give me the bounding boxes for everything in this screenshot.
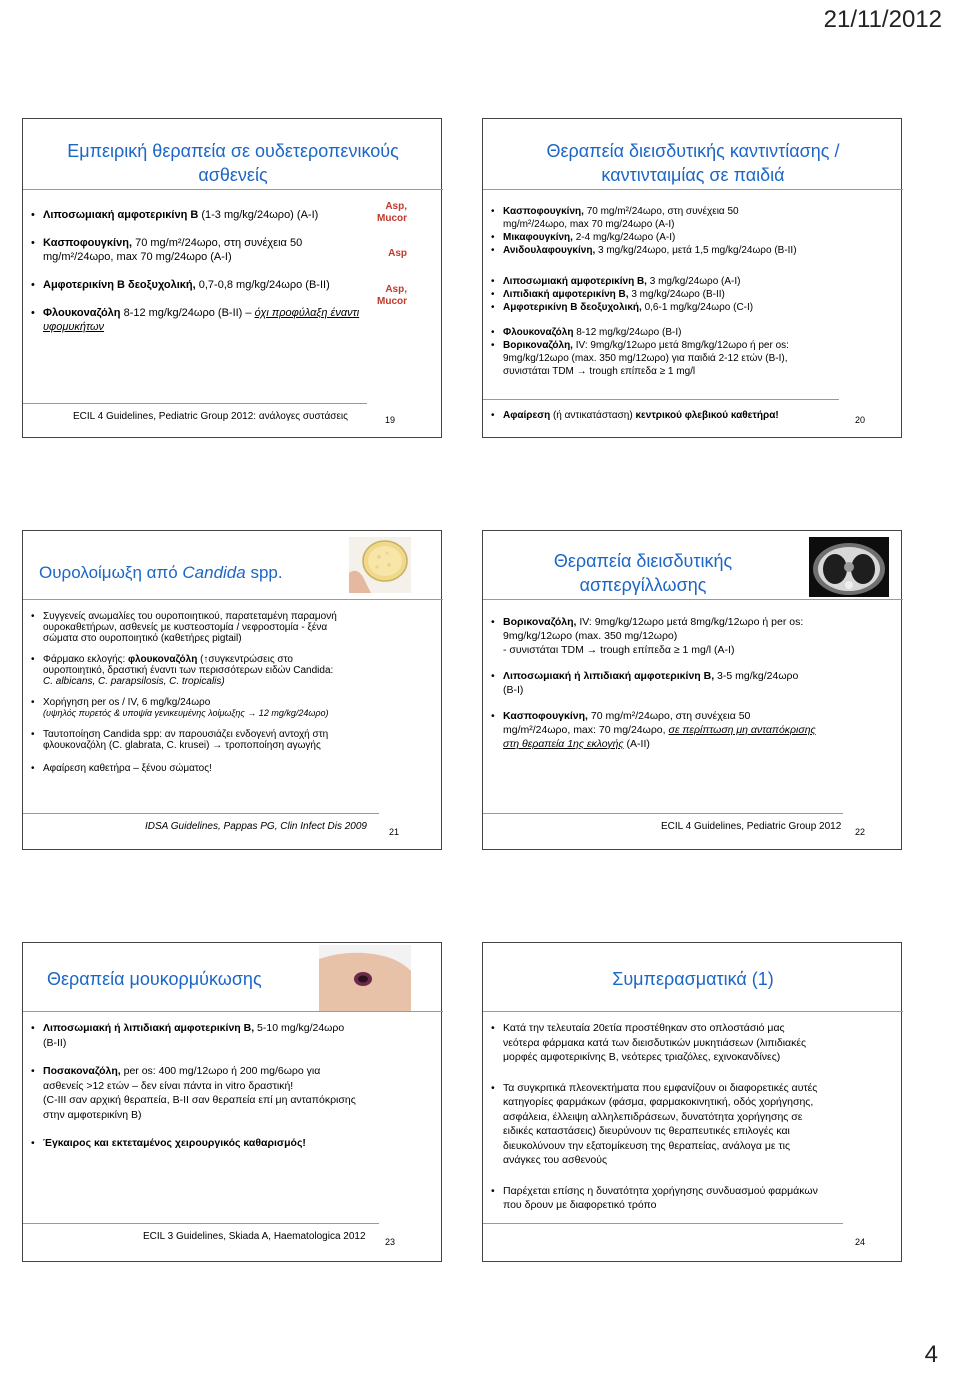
bullet-list — [27, 208, 372, 334]
list-item: • Λιποσωμιακή αμφοτερικίνη Β (1-3 mg/kg/24ωρο) (A-I) — [27, 208, 372, 222]
title-divider — [23, 1011, 443, 1012]
slide-24 — [482, 942, 902, 1262]
title-divider — [483, 1011, 903, 1012]
list-item: • Λιποσωμιακή ή λιπιδιακή αμφοτερικίνη Β, 3-5 mg/kg/24ωρο (B-I) — [487, 669, 882, 697]
list-item: • Φλουκοναζόλη 8-12 mg/kg/24ωρο (B-I) — [487, 326, 882, 339]
list-item: • Λιποσωμιακή ή λιπιδιακή αμφοτερικίνη Β, 5-10 mg/kg/24ωρο (B-II) — [27, 1021, 407, 1050]
list-item: • Συγγενείς ανωμαλίες του ουροποιητικού, παρατεταμένη παραμονή ουροκαθετήρων, ασθενείς με κυστεοστομία / νεφροστομία - ξένα σώματα στο ουροποιητικό (καθετήρες pigtail) — [27, 611, 407, 644]
list-item: • Χορήγηση per os / IV, 6 mg/kg/24ωρο (υψηλός πυρετός & υποψία γενικευμένης λοίμωξης → 12 mg/kg/24ωρο) — [27, 697, 407, 719]
list-item: • Παρέχεται επίσης η δυνατότητα χορήγησης συνδυασμού φαρμάκων που δρουν με διαφορετικό τρόπο — [487, 1184, 882, 1213]
title-divider — [23, 599, 443, 600]
list-item: • Αφαίρεση καθετήρα – ξένου σώματος! — [27, 763, 407, 774]
list-item: • Μικαφουγκίνη, 2-4 mg/kg/24ωρο (A-I) — [487, 231, 882, 244]
list-item: • Ποσακοναζόλη, per os: 400 mg/12ωρο ή 200 mg/6ωρο για ασθενείς >12 ετών – δεν είναι πάντα in vitro δραστική! (C-III σαν αρχική θεραπεία, B-II σαν θεραπεία επί μη ανταπόκρισης στην αμφοτερικίνη Β) — [27, 1064, 407, 1122]
chest-ct-icon — [809, 537, 889, 597]
bullet-list — [27, 611, 407, 774]
slide-title: Θεραπεία διεισδυτικής ασπεργίλλωσης — [553, 551, 733, 595]
skin-lesion-icon — [319, 945, 411, 1011]
slide-number: 20 — [855, 415, 866, 425]
list-item: • Αμφοτερικίνη Β δεοξυχολική, 0,7-0,8 mg/kg/24ωρο (B-II) — [27, 278, 372, 292]
slide-22 — [482, 530, 902, 850]
slide-title: Θεραπεία διεισδυτικής καντιντίασης / καντινταιμίας σε παιδιά — [546, 141, 840, 185]
title-divider — [483, 189, 903, 190]
organism-tag: Asp, Mucor — [377, 284, 407, 307]
slide-23 — [22, 942, 442, 1262]
list-item: • Ταυτοποίηση Candida spp: αν παρουσιάζει ενδογενή αντοχή στη φλουκοναζόλη (C. glabrata, C. krusei) → τροποποίηση αγωγής — [27, 729, 407, 751]
slide-footer: ECIL 4 Guidelines, Pediatric Group 2012: ανάλογες συστάσεις — [73, 411, 348, 422]
list-item: • Κασποφουγκίνη, 70 mg/m²/24ωρο, στη συνέχεια 50 mg/m²/24ωρο, max 70 mg/24ωρο (A-I) — [27, 236, 372, 264]
organism-tag: Asp, Mucor — [377, 201, 407, 224]
slide-21 — [22, 530, 442, 850]
slide-title: Εμπειρική θεραπεία σε ουδετεροπενικούς ασθενείς — [67, 141, 399, 185]
slide-footer: ECIL 4 Guidelines, Pediatric Group 2012 — [661, 821, 842, 832]
list-item: • Φάρμακο εκλογής: φλουκοναζόλη (↑συγκεντρώσεις στο ουροποιητικό, δραστική έναντι των περισσότερων ειδών Candida: C. albicans, C. parapsilosis, C. tropicalis) — [27, 654, 407, 687]
list-item: • Βορικοναζόλη, IV: 9mg/kg/12ωρο μετά 8mg/kg/12ωρο ή per os: 9mg/kg/12ωρο (max. 350 mg/12ωρο) - συνιστάται TDM → trough επίπεδα ≥ 1 mg/l (A-I) — [487, 615, 882, 657]
footer-divider — [483, 399, 839, 400]
slide-number: 21 — [389, 827, 400, 837]
list-item: • Κατά την τελευταία 20ετία προστέθηκαν στο οπλοστάσιό μας νεότερα φάρμακα κατά των διεισδυτικών μυκητιάσεων (λιπιδιακές μορφές αμφοτερικίνης Β, νεότερες τριαζόλες, εχινοκανδίνες) — [487, 1021, 882, 1065]
petri-dish-icon — [349, 537, 411, 593]
list-item: • Λιπιδιακή αμφοτερικίνη Β, 3 mg/kg/24ωρο (B-II) — [487, 288, 882, 301]
footer-divider — [483, 1223, 843, 1224]
footer-divider — [23, 403, 367, 404]
bullet-list — [27, 1021, 407, 1151]
slide-20 — [482, 118, 902, 438]
footer-divider — [483, 813, 843, 814]
slide-footer: IDSA Guidelines, Pappas PG, Clin Infect Dis 2009 — [145, 821, 367, 832]
list-item: • Κασποφουγκίνη, 70 mg/m²/24ωρο, στη συνέχεια 50 mg/m²/24ωρο, max: 70 mg/24ωρο, σε περίπτωση μη ανταπόκρισης στη θεραπεία 1ης εκλογής (A-II) — [487, 709, 882, 751]
list-item: • Κασποφουγκίνη, 70 mg/m²/24ωρο, στη συνέχεια 50 mg/m²/24ωρο, max 70 mg/24ωρο (A-I) — [487, 205, 882, 231]
title-divider — [483, 599, 903, 600]
bullet-list — [487, 205, 882, 378]
list-item: • Βορικοναζόλη, IV: 9mg/kg/12ωρο μετά 8mg/kg/12ωρο ή per os: 9mg/kg/12ωρο (max. 350 mg/12ωρο) για παιδιά 2-12 ετών (B-I), συνιστάται TDM → trough επίπεδα ≥ 1 mg/l — [487, 339, 882, 378]
candida-culture-photo — [349, 537, 411, 593]
list-item: • Λιποσωμιακή αμφοτερικίνη Β, 3 mg/kg/24ωρο (A-I) — [487, 275, 882, 288]
list-item: • Φλουκοναζόλη 8-12 mg/kg/24ωρο (B-II) – όχι προφύλαξη έναντι υφομυκήτων — [27, 306, 372, 334]
list-item: • Αμφοτερικίνη Β δεοξυχολική, 0,6-1 mg/kg/24ωρο (C-I) — [487, 301, 882, 314]
bullet-list — [487, 409, 847, 423]
slide-number: 24 — [855, 1237, 866, 1247]
slide-footer: ECIL 3 Guidelines, Skiada A, Haematologica 2012 — [143, 1231, 366, 1242]
list-item: • Έγκαιρος και εκτεταμένος χειρουργικός καθαρισμός! — [27, 1136, 407, 1151]
slide-number: 22 — [855, 827, 866, 837]
slide-number: 19 — [385, 415, 396, 425]
footer-divider — [23, 1223, 379, 1224]
page-date: 21/11/2012 — [823, 6, 942, 33]
footer-divider — [23, 813, 379, 814]
chest-ct-image — [809, 537, 889, 597]
slide-title: Ουρολοίμωξη από Candida spp. — [39, 563, 283, 582]
mucormycosis-lesion-photo — [319, 945, 411, 1011]
bullet-list — [487, 615, 882, 751]
list-item: • Τα συγκριτικά πλεονεκτήματα που εμφανίζουν οι διαφορετικές αυτές κατηγορίες φαρμάκων (φάσμα, φαρμακοκινητική, οδός χορήγησης, ασφάλεια, έλλειψη αλληλεπιδράσεων, δυνατότητα χορήγησης σε ειδικές καταστάσεις) διευρύνουν τις θεραπευτικές επιλογές και διευκολύνουν την εξατομίκευση της θεραπείας, ανάλογα με τις ανάγκες του ασθενούς — [487, 1081, 882, 1168]
slide-19 — [22, 118, 442, 438]
bullet-list — [487, 1021, 882, 1213]
slide-title: Θεραπεία μουκορμύκωσης — [47, 969, 262, 989]
organism-tag: Asp — [388, 248, 407, 259]
page-number: 4 — [924, 1341, 938, 1368]
slide-title: Συμπερασματικά (1) — [612, 969, 774, 989]
title-divider — [23, 189, 443, 190]
list-item: • Ανιδουλαφουγκίνη, 3 mg/kg/24ωρο, μετά 1,5 mg/kg/24ωρο (B-II) — [487, 244, 882, 257]
list-item: • Αφαίρεση (ή αντικατάσταση) κεντρικού φλεβικού καθετήρα! — [487, 409, 847, 423]
slide-number: 23 — [385, 1237, 396, 1247]
